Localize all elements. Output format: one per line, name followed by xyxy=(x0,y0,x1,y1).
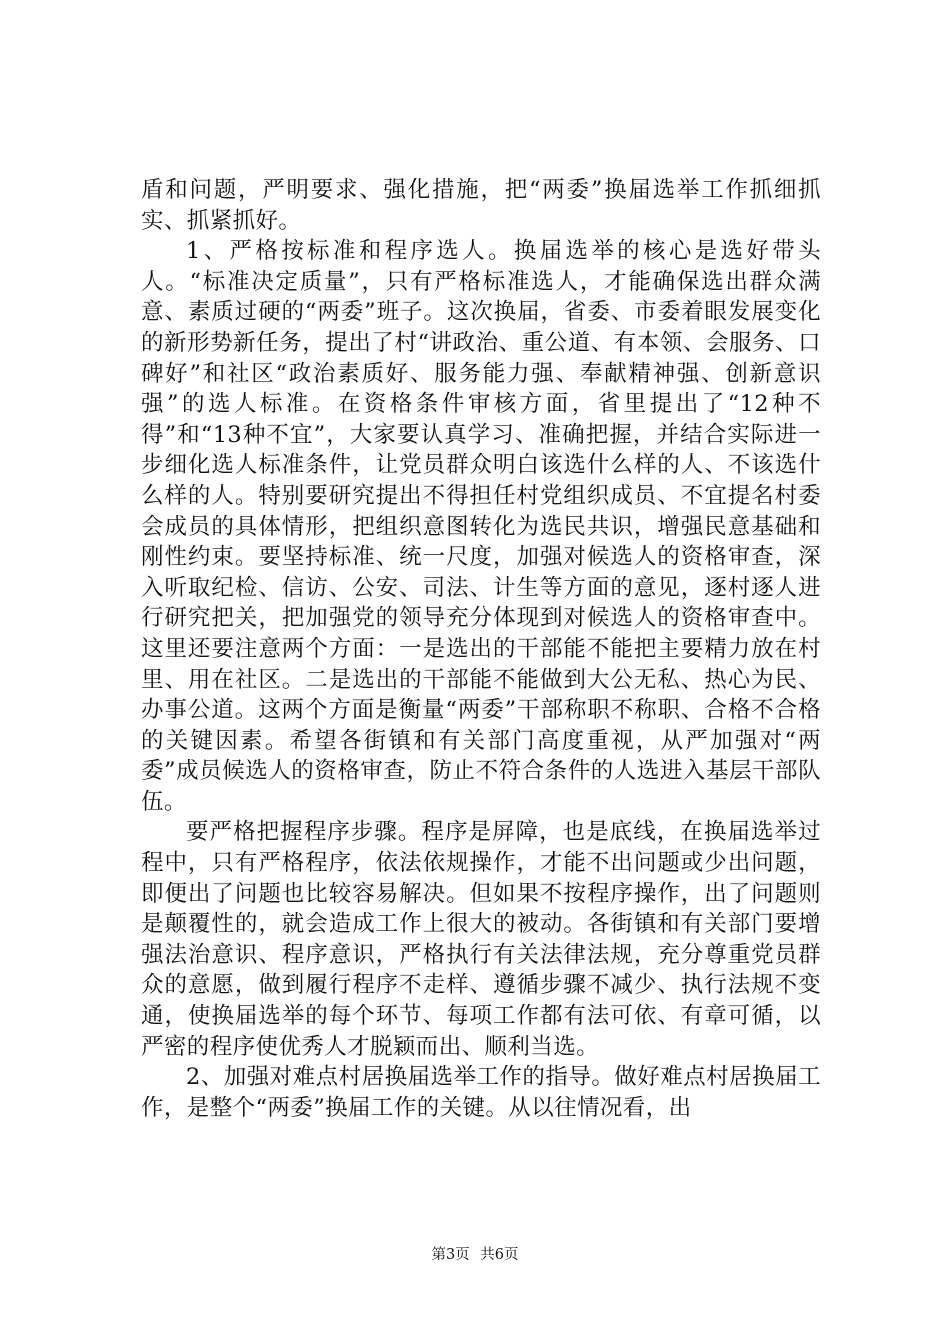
paragraph-3: 要严格把握程序步骤。程序是屏障，也是底线，在换届选举过程中，只有严格程序，依法依规操作，才能不出问题或少出问题，即便出了问题也比较容易解决。但如果不按程序操作，出了问题则是颠覆性的，就会造成工作上很大的被动。各街镇和有关部门要增强法治意识、程序意识，严格执行有关法律法规，充分尊重党员群众的意愿，做到履行程序不走样、遵循步骤不减少、执行法规不变通，使换届选举的每个环节、每项工作都有法可依、有章可循，以严密的程序使优秀人才脱颖而出、顺利当选。 xyxy=(141,819,821,1060)
paragraph-1: 盾和问题，严明要求、强化措施，把“两委”换届选举工作抓细抓实、抓紧抓好。 xyxy=(141,177,821,234)
document-body xyxy=(141,175,821,1123)
paragraph-2: 1、严格按标准和程序选人。换届选举的核心是选好带头人。“标准决定质量”，只有严格标准选人，才能确保选出群众满意、素质过硬的“两委”班子。这次换届，省委、市委着眼发展变化的新形势新任务，提出了村“讲政治、重公道、有本领、会服务、口碑好”和社区“政治素质好、服务能力强、奉献精神强、创新意识强”的选人标准。在资格条件审核方面，省里提出了“12种不得”和“13种不宜”，大家要认真学习、准确把握，并结合实际进一步细化选人标准条件，让党员群众明白该选什么样的人、不该选什么样的人。特别要研究提出不得担任村党组织成员、不宜提名村委会成员的具体情形，把组织意图转化为选民共识，增强民意基础和刚性约束。要坚持标准、统一尺度，加强对候选人的资格审查，深入听取纪检、信访、公安、司法、计生等方面的意见，逐村逐人进行研究把关，把加强党的领导充分体现到对候选人的资格审查中。这里还要注意两个方面：一是选出的干部能不能把主要精力放在村里、用在社区。二是选出的干部能不能做到大公无私、热心为民、办事公道。这两个方面是衡量“两委”干部称职不称职、合格不合格的关键因素。希望各街镇和有关部门高度重视，从严加强对“两委”成员候选人的资格审查，防止不符合条件的人选进入基层干部队伍。 xyxy=(141,238,821,815)
page-number: 第3页 xyxy=(431,1247,470,1263)
paragraph-4: 2、加强对难点村居换届选举工作的指导。做好难点村居换届工作，是整个“两委”换届工作的关键。从以往情况看，出 xyxy=(141,1064,821,1121)
page-footer xyxy=(0,1245,950,1265)
page-total: 共6页 xyxy=(480,1247,519,1263)
